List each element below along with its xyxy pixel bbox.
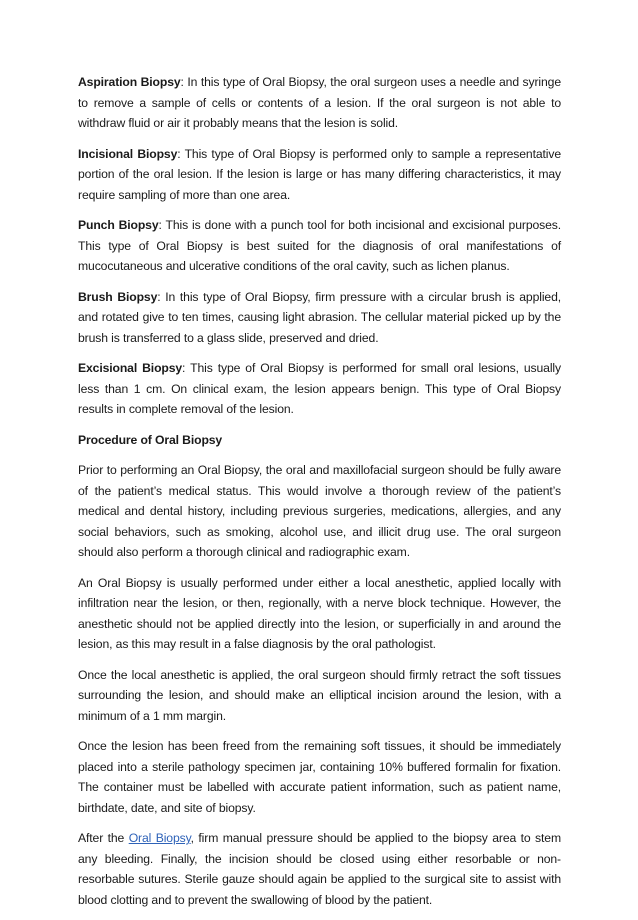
procedure-paragraph-2: An Oral Biopsy is usually performed under either a local anesthetic, applied locally with infiltration near the lesion, or then, regionally, with a nerve block technique. However, the anesthetic should not be applied directly into the lesion, or superficially in and around the lesion, as this may result in a false diagnosis by the oral pathologist. [78,575,561,651]
procedure-paragraph-4: Once the lesion has been freed from the remaining soft tissues, it should be immediately placed into a sterile pathology specimen jar, containing 10% buffered formalin for fixation. The container must be labelled with accurate patient information, such as patient name, birthdate, date, and site of biopsy. [78,739,561,815]
brush-biopsy-term: Brush Biopsy [78,289,158,304]
procedure-paragraph-5 [78,828,561,910]
punch-biopsy-text: : This is done with a punch tool for both incisional and excisional purposes. This type of Oral Biopsy is best suited for the diagnosis of oral manifestations of mucocutaneous and ulcerative conditions of the oral cavity, such as lichen planus. [78,218,562,273]
excisional-biopsy-text: : This type of Oral Biopsy is performed for small oral lesions, usually less than 1 cm. On clinical exam, the lesion appears benign. This type of Oral Biopsy results in complete removal of the lesion. [78,361,561,416]
excisional-biopsy-paragraph [78,358,561,420]
procedure-paragraph-3: Once the local anesthetic is applied, the oral surgeon should firmly retract the soft tissues surrounding the lesion, and should make an elliptical incision around the lesion, with a minimum of a 1 mm margin. [78,667,561,723]
oral-biopsy-link[interactable]: Oral Biopsy [128,831,191,845]
punch-biopsy-paragraph [78,215,561,277]
aspiration-biopsy-paragraph [78,72,561,134]
incisional-biopsy-term: Incisional Biopsy [78,146,178,161]
incisional-biopsy-text: : This type of Oral Biopsy is performed only to sample a representative portion of the oral lesion. If the lesion is large or has many differing characteristics, it may require sampling of more than one area. [78,146,561,202]
punch-biopsy-term: Punch Biopsy [78,218,159,232]
procedure-heading: Procedure of Oral Biopsy [78,432,223,447]
excisional-biopsy-term: Excisional Biopsy [78,361,183,375]
aspiration-biopsy-term: Aspiration Biopsy [78,75,181,89]
paragraph-5-prefix: After the [78,831,129,845]
document-page [78,72,561,920]
brush-biopsy-text: : In this type of Oral Biopsy, firm pressure with a circular brush is applied, and rotated give to ten times, causing light abrasion. The cellular material picked up by the brush is transferred to a glass slide, preserved and dried. [78,289,562,345]
paragraph-5-suffix: , firm manual pressure should be applied to the biopsy area to stem any bleeding. Finally, the incision should be closed using either resorbable or non-resorbable sutures. Sterile gauze should again be applied to the surgical site to assist with blood clotting and to prevent the swallowing of blood by the patient. [78,831,561,907]
aspiration-biopsy-text: : In this type of Oral Biopsy, the oral surgeon uses a needle and syringe to remove a sample of cells or contents of a lesion. If the oral surgeon is not able to withdraw fluid or air it probably means that the lesion is solid. [78,75,561,130]
incisional-biopsy-paragraph [78,144,561,206]
procedure-paragraph-1: Prior to performing an Oral Biopsy, the oral and maxillofacial surgeon should be fully aware of the patient’s medical status. This would involve a thorough review of the patient’s medical and dental history, including previous surgeries, medications, allergies, and any social behaviors, such as smoking, alcohol use, and illicit drug use. The oral surgeon should also perform a thorough clinical and radiographic exam. [78,463,561,559]
brush-biopsy-paragraph [78,287,561,349]
